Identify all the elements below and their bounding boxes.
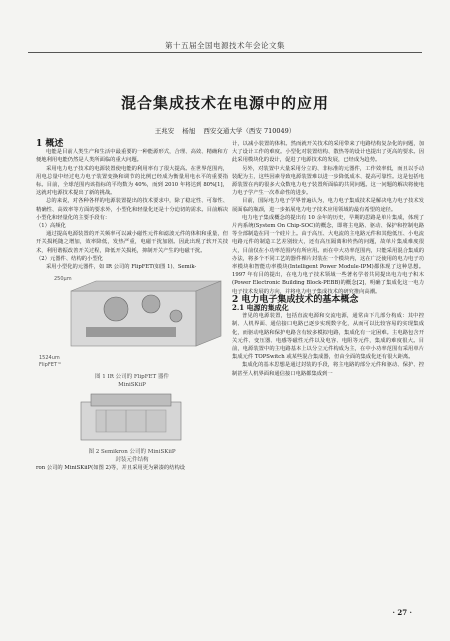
paragraph: 采用电力电子技术的电源装置使电能的利用率有了很大提高。在世界范围内，用电总量中经过电力电子装置变换和调节的比例已经成为衡量用电水平的重要指标。目前，全球范围内该指标的平均数为 40%，而到 2010 年将达到 80%[1]，这就对电源技术提出了新的挑战。 xyxy=(36,165,228,197)
figure-1-caption: 图 1 IR 公司的 FlipFET 器件 xyxy=(95,374,169,381)
section-2-heading: 2 电力电子集成技术的基本概念 xyxy=(232,294,359,305)
paragraph: 普见的电源装置，包括直流电源和交流电源，通常由下几部分构成：其中控制、人机界面、通信接口电路已逐步实现数字化，从而可以比较容易的实现集成化，而驱动电路和保护电路含有较多模拟电路，集成化有一定困难。主电路包含开关元件、变压器、电感等磁性元件以及电容、电阻等元件，集成的难度很大。目前，电源装置中的主电路基本上以分立元件构成为主，在中小功率范围有采用单片集成元件 TOPSwitch 或某些混合集成器，但由全面的集成化还有很大距离。 xyxy=(232,313,424,361)
author-1: 王兆安 xyxy=(154,127,175,135)
author-2: 杨旭 xyxy=(182,127,196,135)
svg-text:1524um: 1524um xyxy=(39,355,60,362)
paragraph-continued: ron 公司的 MiniSKiiP(如图 2)等，并且采用更为紧凑的结构设 xyxy=(36,465,186,472)
affiliation: 西安交通大学（西安 710049） xyxy=(203,127,296,135)
paragraph: 采用小型化的元器件，如 IR 公司的 FlipFET(如图 1)、Semik- xyxy=(46,264,197,271)
paragraph: 目前，国际电力电子学界普遍认为，电力电子集成技术是解决电力电子技术发展面临的瓶颈，进一步拓展电力电子技术应用领域的最有希望的途径。 xyxy=(232,198,424,213)
header-rule xyxy=(28,52,422,53)
miniskiip-module-image xyxy=(36,390,228,448)
figure-2-photo xyxy=(36,390,228,448)
left-column xyxy=(36,140,228,472)
list-item-heading: （2）元器件、结构的小型化 xyxy=(36,255,103,262)
svg-text:FlipFET™: FlipFET™ xyxy=(39,362,62,369)
figure-2-caption: 图 2 Semikron 公司的 MiniSKiiP xyxy=(88,448,176,455)
figure-2-caption-sub: 封装元件结构 xyxy=(115,456,149,463)
figure-1-photo xyxy=(36,271,228,373)
paragraph: 通过提高电源装置的开关频率可以减小磁性元件和滤波元件的体积和重量，但开关损耗随之增加，效率降低，发热严重，电磁干扰加剧。因此出现了软开关技术，利用谐振改善开关过程，降低开关损耗，抑制开关产生的电磁干扰。 xyxy=(36,231,228,254)
paragraph: 集成化的基本思想是通过封装的手段，将主电路的部分元件和驱动、保护、控制甚至人机界面和通信接口电路都集成到一 xyxy=(232,362,424,377)
paragraph: 计，以减小装置的体积。然而就开关技术的采用带来了电路结构复杂化的问题，加大了设计工作的难度。小型化对装置结构、散热等的设计也提出了更高的要求。因此采用模块化的设计，促进了电源技术的发展，已经成为趋势。 xyxy=(232,141,424,164)
svg-text:250μm: 250μm xyxy=(54,276,72,283)
page-number: · 27 · xyxy=(392,608,412,617)
right-column xyxy=(232,140,424,378)
section-1-heading: 1 概述 xyxy=(36,139,64,149)
paragraph: 另外，对装置中大量采用分立的、非标准的元器件，工作效率低，而且以手动装配为主，这些因素导致电源装置难以进一步降低成本、提高可靠性。这是包括电源装置在内的很多大众数电力电子装置所面临的共同问题。这一问题的解决将使电力电子学产生一次革命性的进步。 xyxy=(232,165,424,197)
paragraph: 电力电子集成概念的提出有 10 余年的历史，早期的思路是单片集成，体现了片内系统(System On Chip-SOC)的概念，即将主电路、驱动、保护和控制电路等全部制造在同一个硅片上。由于高压、大电流的主电路元件和其他低压、小电流电路元件的制造工艺差别较大，还有高压隔离和传热的问题，故单片集成难度很大，目前仅在小功率范围内有所应用。而在中大功率范围内，只能采用混合集成的办法，将多个不同工艺的器件裸片封装在一个模块内，这在广泛使用的电力电子功率模块和智能功率模块(Intelligent Power Module-IPM)都体现了这种思想。1997 年有目的提出，在电力电子技术领域一些著名学者共同提出电力电子积木(Power Electronic Building Block-PEBB)的概念[2]，明确了集成化这一电力电子技术发展的方向，并将电力电子集成技术的研究推向高潮。 xyxy=(232,214,424,295)
author-line xyxy=(0,126,450,135)
flipfet-module-image xyxy=(36,271,228,373)
running-header: 第十五届全国电源技术年会论文集 xyxy=(165,41,285,50)
paragraph: 电能是目前人类生产和生活中最重要的一种能源形式，合理、高效、精确和方便地利用电能仍然是人类所面临的重大问题。 xyxy=(36,149,228,164)
paragraph: 总的来说，对各种各样的电源装置提出的技术要求中，除了稳定性、可靠性、精确性、高效率等方面的要求外，小型化和轻量化还是十分迫切的需求。目前解决小型化和轻量化的主要手段有： xyxy=(36,198,228,221)
paper-title: 混合集成技术在电源中的应用 xyxy=(120,94,329,112)
list-item-heading: （1）高频化 xyxy=(36,223,66,230)
figure-1-caption-sub: MiniSKiiP xyxy=(118,382,146,389)
subsection-2-1-heading: 2.1 电源的集成化 xyxy=(232,303,289,313)
